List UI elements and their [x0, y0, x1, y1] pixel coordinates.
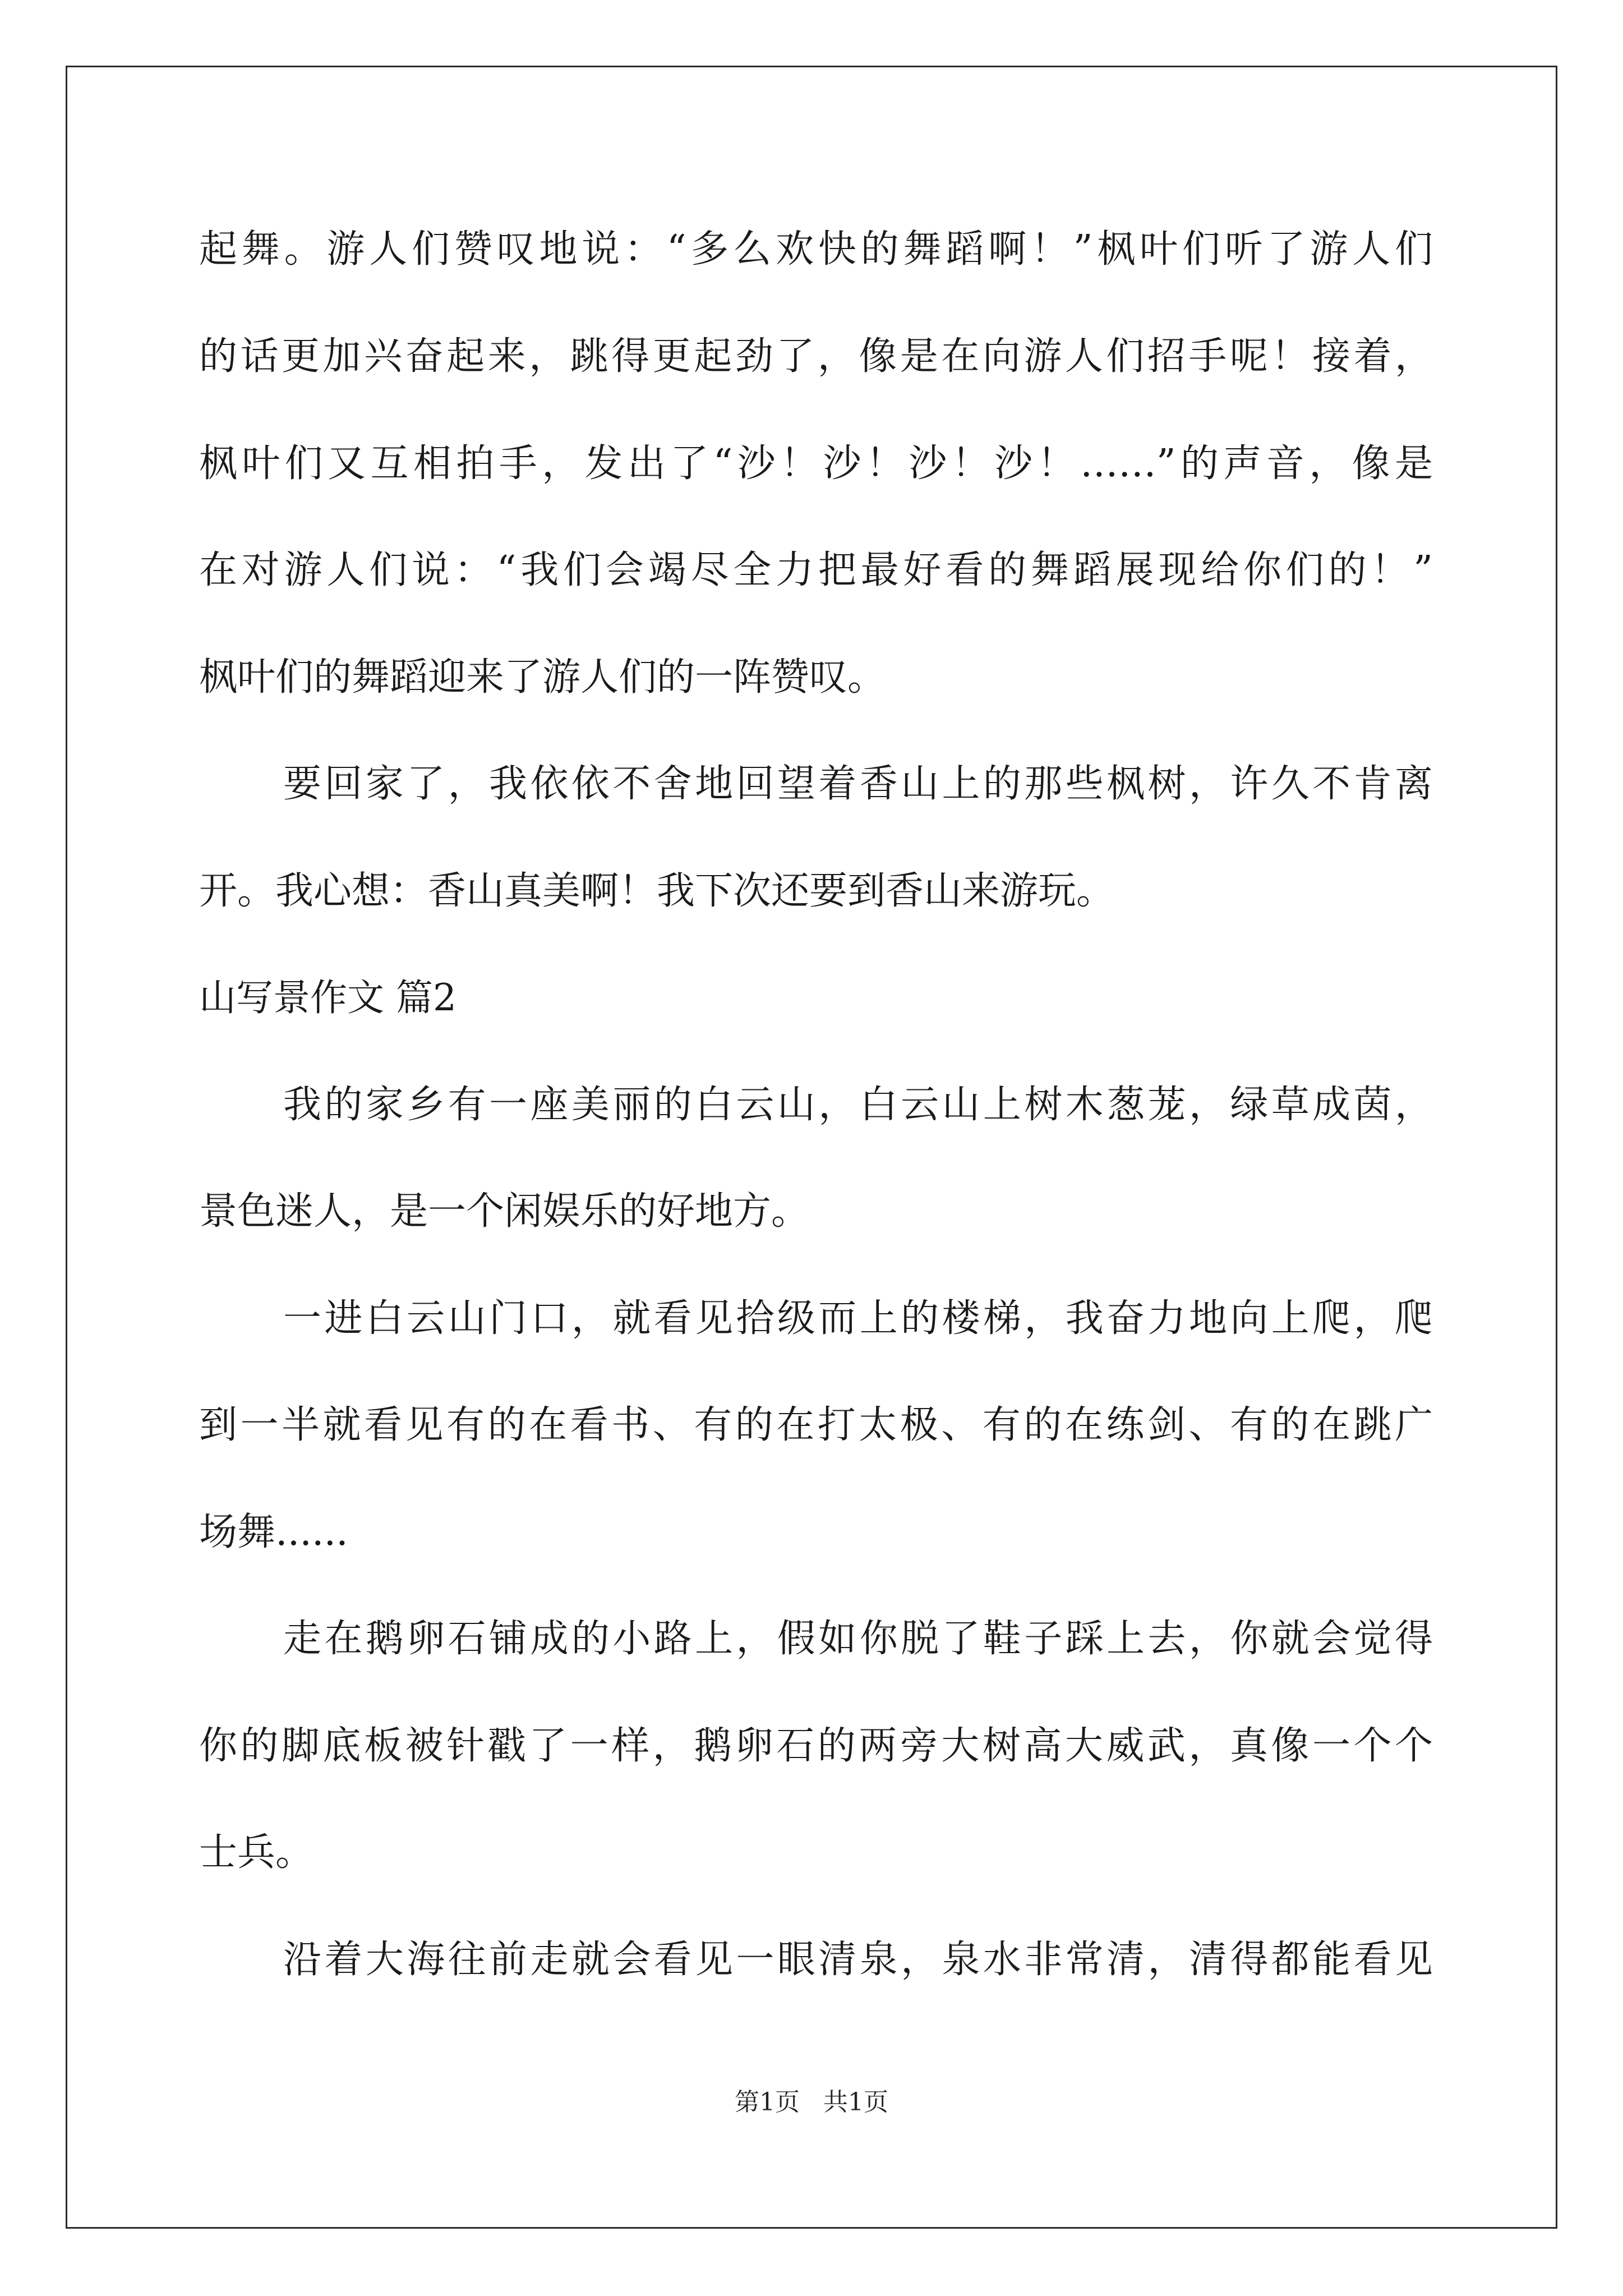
text-line: 士兵。	[199, 1830, 314, 1875]
text-line: 沿着大海往前走就会看见一眼清泉，泉水非常清，清得都能看见	[283, 1938, 1433, 1982]
section-heading: 山写景作文 篇2	[199, 976, 457, 1019]
text-line: 开。我心想：香山真美啊！我下次还要到香山来游玩。	[199, 869, 1115, 913]
text-line: 到一半就看见有的在看书、有的在打太极、有的在练剑、有的在跳广	[199, 1403, 1433, 1447]
page-footer	[0, 2087, 1623, 2118]
text-line: 要回家了，我依依不舍地回望着香山上的那些枫树，许久不肯离	[283, 762, 1433, 806]
text-line: 我的家乡有一座美丽的白云山，白云山上树木葱茏，绿草成茵，	[283, 1083, 1433, 1127]
text-line: 你的脚底板被针戳了一样，鹅卵石的两旁大树高大威武，真像一个个	[199, 1724, 1433, 1768]
text-line: 一进白云山门口，就看见拾级而上的楼梯，我奋力地向上爬，爬	[283, 1296, 1433, 1341]
text-line: 景色迷人，是一个闲娱乐的好地方。	[199, 1189, 810, 1234]
text-line: 起舞。游人们赞叹地说：“多么欢快的舞蹈啊！”枫叶们听了游人们	[199, 227, 1433, 272]
text-line: 走在鹅卵石铺成的小路上，假如你脱了鞋子踩上去，你就会觉得	[283, 1617, 1433, 1661]
page-border	[66, 66, 1557, 2229]
text-line: 的话更加兴奋起来，跳得更起劲了，像是在向游人们招手呢！接着，	[199, 334, 1433, 379]
text-line: 场舞......	[199, 1510, 348, 1554]
text-line: 在对游人们说：“我们会竭尽全力把最好看的舞蹈展现给你们的！”	[199, 548, 1433, 592]
page-total: 共1页	[823, 2088, 888, 2116]
text-line: 枫叶们的舞蹈迎来了游人们的一阵赞叹。	[199, 655, 886, 700]
page-number: 第1页	[735, 2088, 800, 2116]
text-line: 枫叶们又互相拍手，发出了“沙！沙！沙！沙！……”的声音，像是	[199, 441, 1433, 486]
